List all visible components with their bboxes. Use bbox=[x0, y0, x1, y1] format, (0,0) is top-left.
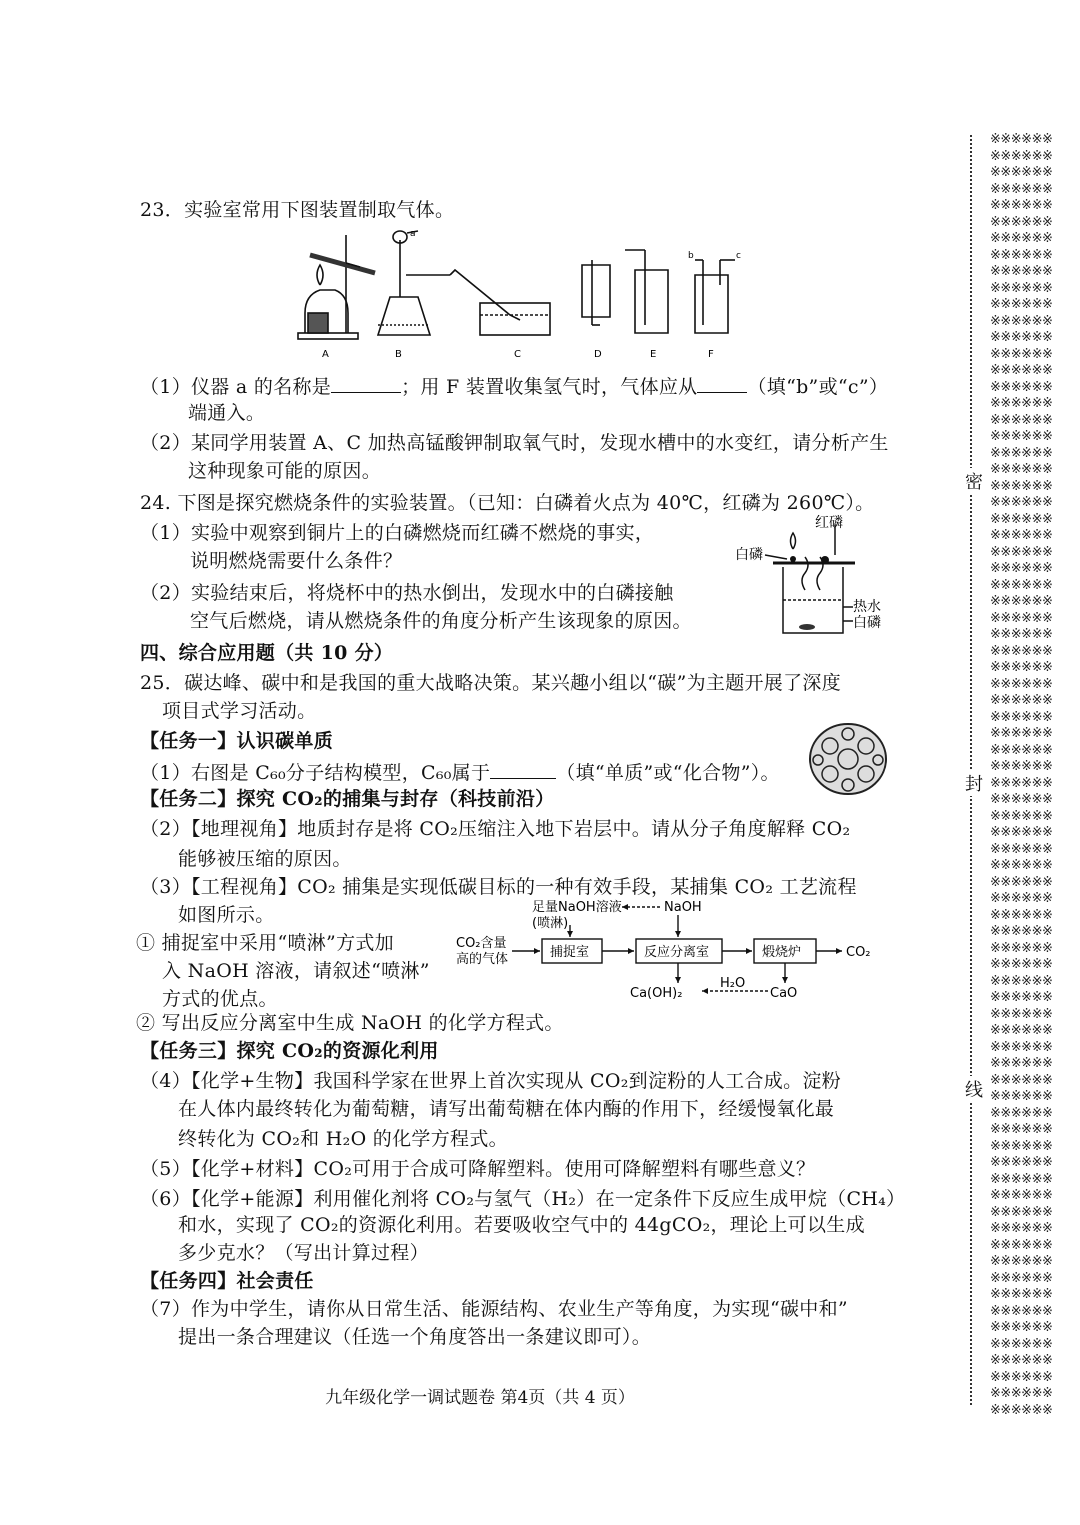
c60-model-image bbox=[806, 720, 890, 798]
flame bbox=[791, 533, 796, 549]
task-1-heading: 【任务一】认识碳单质 bbox=[140, 730, 334, 752]
q24-part1-cont: 说明燃烧需要什么条件？ bbox=[190, 550, 403, 572]
q23-part2-cont: 这种现象可能的原因。 bbox=[188, 460, 382, 482]
q23-part1: （1）仪器 a 的名称是 ；用 F 装置收集氢气时，气体应从 （填“b”或“c”） bbox=[140, 372, 888, 400]
binding-char-feng: 封 bbox=[962, 770, 986, 796]
combustion-figure bbox=[735, 515, 895, 640]
flow-co2-output: CO₂ bbox=[846, 945, 871, 960]
q25-sub1-cont2: 方式的优点。 bbox=[162, 988, 278, 1010]
task-3-heading: 【任务三】探究 CO₂的资源化利用 bbox=[140, 1040, 439, 1062]
q25-part7-cont: 提出一条合理建议（任选一个角度答出一条建议即可）。 bbox=[178, 1326, 652, 1348]
b-flask bbox=[378, 297, 430, 335]
a-stand-base bbox=[298, 333, 358, 339]
white-phosphorus-water-label: 白磷 bbox=[853, 615, 881, 631]
q25-part6-cont2: 多少克水？（写出计算过程） bbox=[178, 1242, 429, 1264]
q25-sub2: ② 写出反应分离室中生成 NaOH 的化学方程式。 bbox=[136, 1012, 564, 1034]
q23-title: 23．实验室常用下图装置制取气体。 bbox=[140, 199, 455, 221]
d-bottle bbox=[582, 265, 610, 317]
q25-sub1-cont: 入 NaOH 溶液，请叙述“喷淋” bbox=[162, 960, 430, 982]
q25-part4-cont: 在人体内最终转化为葡萄糖，请写出葡萄糖在体内酶的作用下，经缓慢氧化最 bbox=[178, 1098, 835, 1120]
figure-label: C bbox=[514, 349, 521, 360]
q24-part2: （2）实验结束后，将烧杯中的热水倒出，发现水中的白磷接触 bbox=[140, 582, 674, 604]
label-b: b bbox=[688, 251, 694, 261]
figure-label: E bbox=[650, 349, 657, 360]
figure-label: D bbox=[594, 349, 602, 360]
water-trough bbox=[480, 303, 550, 335]
answer-blank[interactable] bbox=[331, 372, 401, 393]
q24-title: 24. 下图是探究燃烧条件的实验装置。（已知：白磷着火点为 40℃，红磷为 260℃）。 bbox=[140, 492, 875, 514]
co2-capture-flowchart bbox=[450, 895, 890, 1010]
flow-box-separation: 反应分离室 bbox=[644, 945, 710, 960]
figure-label: A bbox=[322, 349, 329, 360]
f-bottle bbox=[695, 275, 728, 333]
flow-naoh: NaOH bbox=[664, 900, 702, 915]
q24-part2-cont: 空气后燃烧，请从燃烧条件的角度分析产生该现象的原因。 bbox=[190, 610, 692, 632]
flow-h2o: H₂O bbox=[720, 976, 746, 991]
q25-part3: （3）【工程视角】CO₂ 捕集是实现低碳目标的一种有效手段，某捕集 CO₂ 工艺流程 bbox=[140, 876, 857, 898]
flow-gas-line2: 高的气体 bbox=[456, 952, 509, 967]
label-c: c bbox=[736, 251, 741, 261]
q23-part2: （2）某同学用装置 A、C 加热高锰酸钾制取氧气时，发现水槽中的水变红，请分析产生 bbox=[140, 432, 889, 454]
e-bottle bbox=[635, 270, 668, 333]
q25-part5: （5）【化学+材料】CO₂可用于合成可降解塑料。使用可降解塑料有哪些意义？ bbox=[140, 1158, 816, 1180]
q25-part1: （1）右图是 C₆₀分子结构模型，C₆₀属于 （填“单质”或“化合物”）。 bbox=[140, 758, 780, 786]
task-2-heading: 【任务二】探究 CO₂的捕集与封存（科技前沿） bbox=[140, 788, 555, 810]
figure-label: B bbox=[395, 349, 402, 360]
flow-cao: CaO bbox=[770, 986, 798, 1001]
q25-intro: 25．碳达峰、碳中和是我国的重大战略决策。某兴趣小组以“碳”为主题开展了深度 bbox=[140, 672, 842, 694]
q25-sub1: ① 捕捉室中采用“喷淋”方式加 bbox=[136, 932, 394, 954]
q25-intro-cont: 项目式学习活动。 bbox=[162, 700, 317, 722]
flow-spray: (喷淋) bbox=[532, 916, 569, 931]
binding-char-mi: 密 bbox=[962, 468, 986, 494]
q25-part6-cont: 和水，实现了 CO₂的资源化利用。若要吸收空气中的 44gCO₂，理论上可以生成 bbox=[178, 1214, 865, 1236]
q25-part4-cont2: 终转化为 CO₂和 H₂O 的化学方程式。 bbox=[178, 1128, 508, 1150]
task-4-heading: 【任务四】社会责任 bbox=[140, 1270, 314, 1292]
q25-part6: （6）【化学+能源】利用催化剂将 CO₂与氢气（H₂）在一定条件下反应生成甲烷（CH₄） bbox=[140, 1188, 906, 1210]
hot-water-label: 热水 bbox=[853, 599, 881, 615]
q23-part1-cont: 端通入。 bbox=[188, 402, 266, 424]
binding-margin-pattern: ※※※※※※ ※※※※※※ ※※※※※※ ※※※※※※ ※※※※※※ ※※※※※※ ※※※※※※ ※※※※※※ ※※※※※※ ※※※※※※ ※※※※※※ ※※※※※※ ※※※※※※ ※※※※※※ ※※※※※※ ※※※※※※ ※※※※※※ ※※※※※※ ※※※※※※ ※※※※※※ ※※※※※※ ※※※※※※ ※※※※※※ ※※※※※※ ※※※※※※ ※※※※※※ ※※※※※※ ※※※※※※ ※※※※※※ ※※※※※※ ※※※※※※ ※※※※※※ ※※※※※※ ※※※※※※ ※※※※※※ ※※※※※※ ※※※※※※ ※※※※※※ ※※※※※※ ※※※※※※ ※※※※※※ ※※※※※※ ※※※※※※ ※※※※※※ ※※※※※※ ※※※※※※ ※※※※※※ ※※※※※※ ※※※※※※ ※※※※※※ ※※※※※※ ※※※※※※ ※※※※※※ ※※※※※※ ※※※※※※ ※※※※※※ ※※※※※※ ※※※※※※ ※※※※※※ ※※※※※※ ※※※※※※ ※※※※※※ ※※※※※※ ※※※※※※ ※※※※※※ ※※※※※※ ※※※※※※ ※※※※※※ ※※※※※※ ※※※※※※ ※※※※※※ ※※※※※※ ※※※※※※ ※※※※※※ ※※※※※※ ※※※※※※ ※※※※※※ ※※※※※※ bbox=[990, 132, 1053, 1418]
flow-naoh-solution: 足量NaOH溶液 bbox=[532, 900, 622, 915]
q25-part3-cont: 如图所示。 bbox=[178, 904, 275, 926]
section-heading: 四、综合应用题（共 10 分） bbox=[140, 642, 394, 664]
label-a: a bbox=[410, 229, 416, 239]
flow-gas-line1: CO₂含量 bbox=[456, 936, 507, 951]
red-phosphorus-label: 红磷 bbox=[815, 515, 843, 531]
figure-label: F bbox=[708, 349, 714, 360]
page-footer: 九年级化学一调试题卷 第4页（共 4 页） bbox=[325, 1388, 635, 1408]
flow-caoh2: Ca(OH)₂ bbox=[630, 986, 683, 1001]
q25-part2: （2）【地理视角】地质封存是将 CO₂压缩注入地下岩层中。请从分子角度解释 CO₂ bbox=[140, 818, 851, 840]
answer-blank[interactable] bbox=[697, 372, 747, 393]
q25-part7: （7）作为中学生，请你从日常生活、能源结构、农业生产等角度，为实现“碳中和” bbox=[140, 1298, 848, 1320]
white-phosphorus-label: 白磷 bbox=[735, 547, 763, 563]
flow-box-furnace: 煅烧炉 bbox=[762, 945, 802, 960]
binding-char-xian: 线 bbox=[962, 1076, 986, 1102]
q25-part2-cont: 能够被压缩的原因。 bbox=[178, 848, 352, 870]
flow-box-capture: 捕捉室 bbox=[550, 945, 590, 960]
q24-part1: （1）实验中观察到铜片上的白磷燃烧而红磷不燃烧的事实， bbox=[140, 522, 655, 544]
q23-apparatus-figure bbox=[290, 225, 750, 365]
answer-blank[interactable] bbox=[490, 758, 556, 779]
q25-part4: （4）【化学+生物】我国科学家在世界上首次实现从 CO₂到淀粉的人工合成。淀粉 bbox=[140, 1070, 841, 1092]
